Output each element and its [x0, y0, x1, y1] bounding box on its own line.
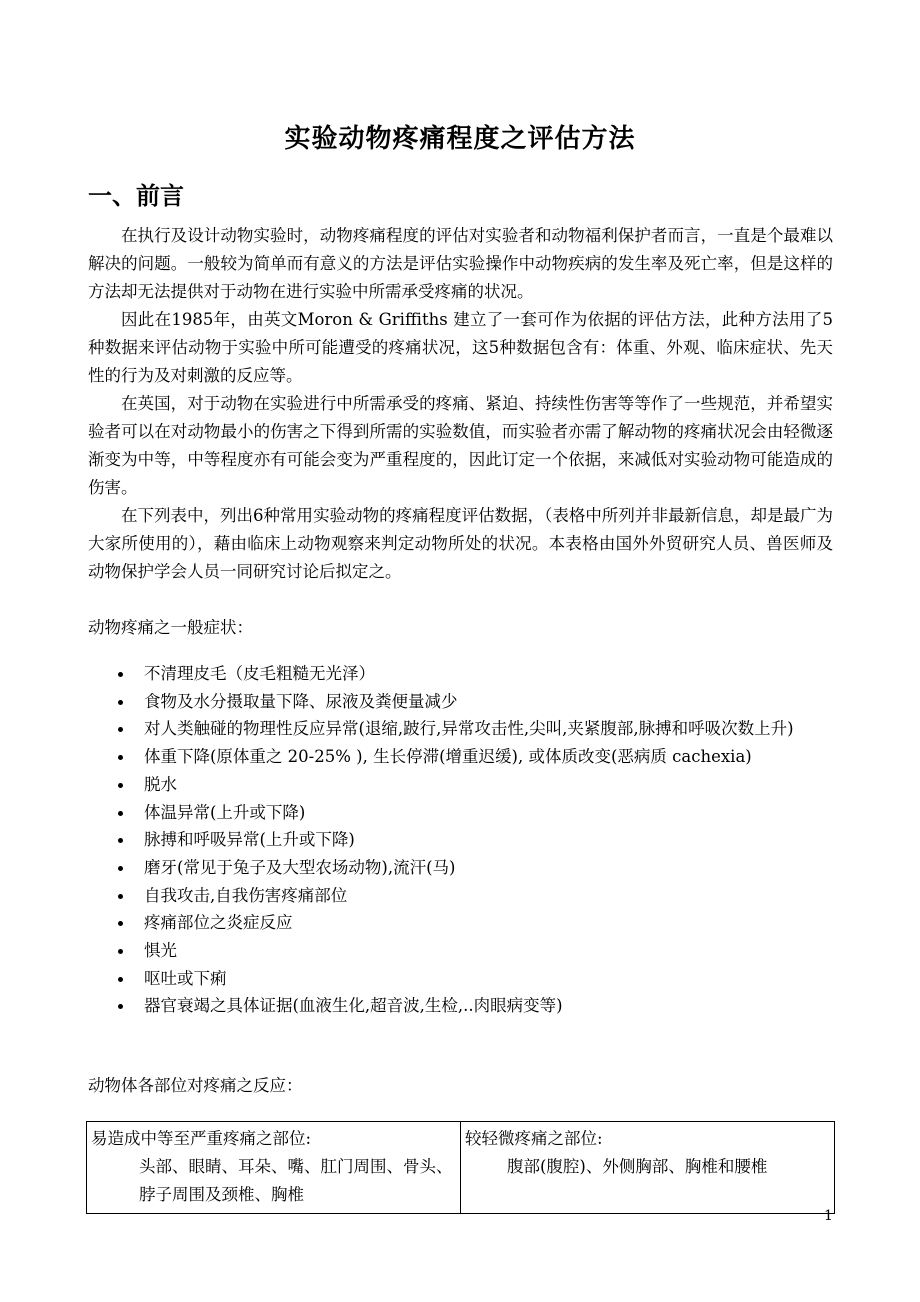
symptom-list	[112, 660, 834, 1020]
paragraph: 在执行及设计动物实验时，动物疼痛程度的评估对实验者和动物福利保护者而言，一直是个最难以解决的问题。一般较为简单而有意义的方法是评估实验操作中动物疾病的发生率及死亡率，但是这样的方法却无法提供对于动物在进行实验中所需承受疼痛的状况。	[88, 226, 833, 301]
paragraph: 在下列表中，列出6种常用实验动物的疼痛程度评估数据，（表格中所列并非最新信息，却是最广为大家所使用的），藉由临床上动物观察来判定动物所处的状况。本表格由国外外贸研究人员、兽医师及动物保护学会人员一同研究讨论后拟定之。	[88, 506, 833, 581]
list-item: 对人类触碰的物理性反应异常(退缩,跛行,异常攻击性,尖叫,夹紧腹部,脉搏和呼吸次数上升)	[112, 715, 834, 743]
list-item: 脉搏和呼吸异常(上升或下降)	[112, 826, 834, 854]
list-item: 呕吐或下痢	[112, 965, 834, 993]
severe-body: 头部、眼睛、耳朵、嘴、肛门周围、骨头、脖子周围及颈椎、胸椎	[139, 1157, 453, 1204]
mild-header: 较轻微疼痛之部位:	[465, 1129, 603, 1148]
list-item: 体重下降(原体重之 20-25% ), 生长停滞(增重迟缓), 或体质改变(恶病质 cachexia)	[112, 743, 834, 771]
bullet-icon	[118, 866, 123, 871]
list-item: 不清理皮毛（皮毛粗糙无光泽）	[112, 660, 834, 688]
preface-body	[88, 222, 833, 586]
bullet-icon	[118, 921, 123, 926]
bullet-icon	[118, 755, 123, 760]
page-number: 1	[824, 1208, 833, 1224]
list-item: 器官衰竭之具体证据(血液生化,超音波,生检,..肉眼病变等)	[112, 992, 834, 1020]
table-cell-severe	[87, 1122, 461, 1214]
table-row	[87, 1122, 835, 1214]
list-item: 惧光	[112, 937, 834, 965]
paragraph: 因此在1985年，由英文Moron & Griffiths 建立了一套可作为依据的评估方法，此种方法用了5种数据来评估动物于实验中所可能遭受的疼痛状况，这5种数据包含有：体重、外观、临床症状、先天性的行为及对刺激的反应等。	[88, 310, 833, 385]
mild-body: 腹部(腹腔)、外侧胸部、胸椎和腰椎	[507, 1157, 768, 1176]
bullet-icon	[118, 672, 123, 677]
paragraph: 在英国，对于动物在实验进行中所需承受的疼痛、紧迫、持续性伤害等等作了一些规范，并希望实验者可以在对动物最小的伤害之下得到所需的实验数值，而实验者亦需了解动物的疼痛状况会由轻微逐渐变为中等，中等程度亦有可能会变为严重程度的，因此订定一个依据，来减低对实验动物可能造成的伤害。	[88, 394, 833, 497]
pain-parts-table	[86, 1121, 835, 1214]
list-item: 食物及水分摄取量下降、尿液及粪便量减少	[112, 688, 834, 716]
bullet-icon	[118, 811, 123, 816]
bullet-icon	[118, 894, 123, 899]
list-item: 体温异常(上升或下降)	[112, 799, 834, 827]
document-title: 实验动物疼痛程度之评估方法	[284, 124, 636, 154]
bullet-icon	[118, 838, 123, 843]
symptoms-label: 动物疼痛之一般症状：	[88, 618, 253, 637]
bullet-icon	[118, 949, 123, 954]
list-item: 磨牙(常见于兔子及大型农场动物),流汗(马)	[112, 854, 834, 882]
bullet-icon	[118, 783, 123, 788]
bullet-icon	[118, 727, 123, 732]
list-item: 疼痛部位之炎症反应	[112, 909, 834, 937]
severe-header: 易造成中等至严重疼痛之部位:	[91, 1129, 312, 1148]
parts-label: 动物体各部位对疼痛之反应：	[88, 1076, 303, 1095]
list-item: 脱水	[112, 771, 834, 799]
bullet-icon	[118, 1004, 123, 1009]
section-heading-preface: 一、前言	[88, 181, 184, 210]
list-item: 自我攻击,自我伤害疼痛部位	[112, 882, 834, 910]
bullet-icon	[118, 700, 123, 705]
bullet-icon	[118, 977, 123, 982]
table-cell-mild	[461, 1122, 835, 1214]
